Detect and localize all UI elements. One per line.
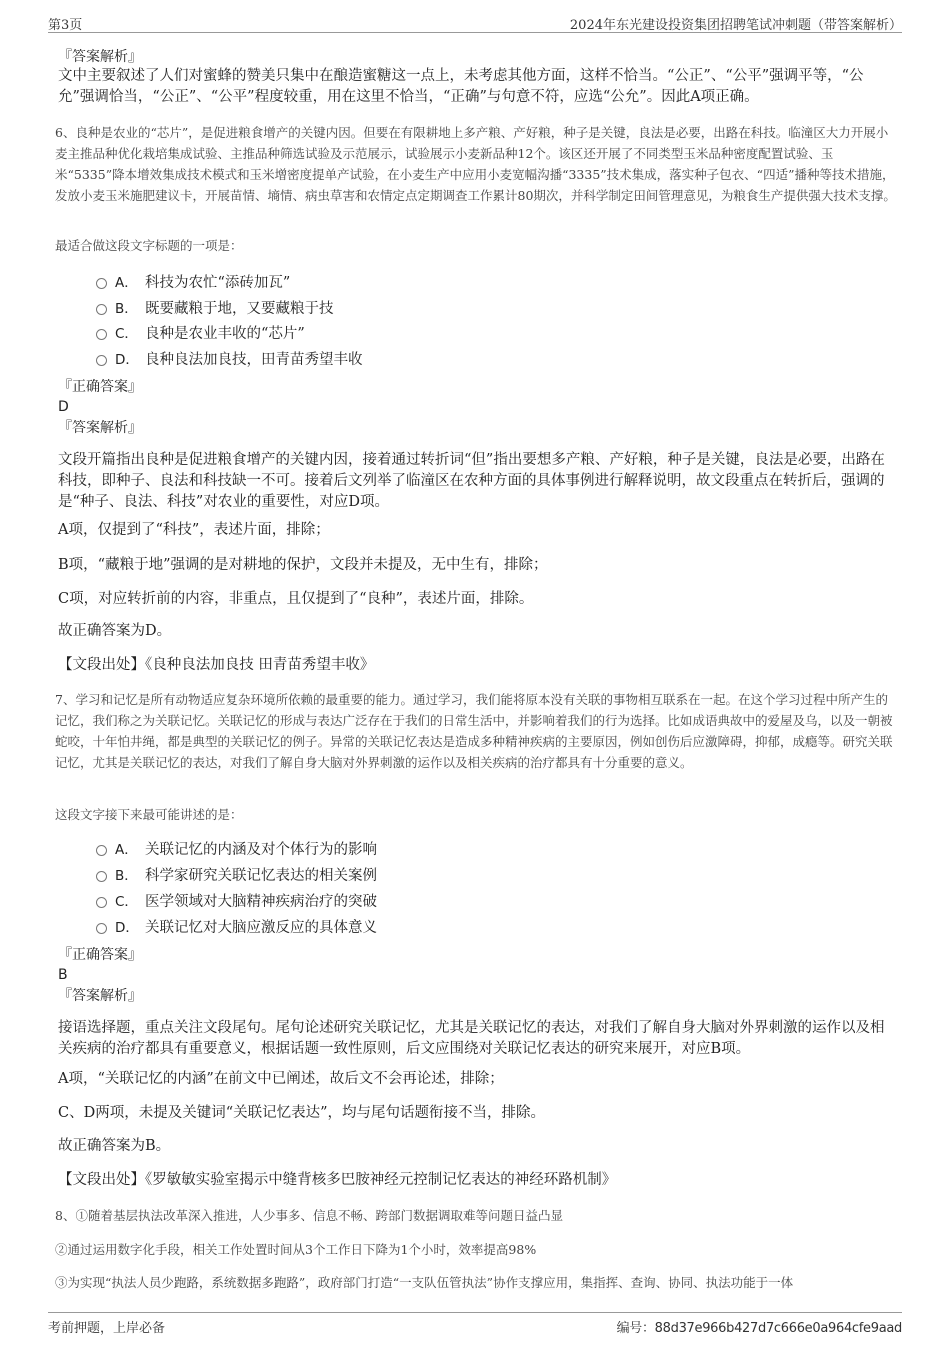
q6-answer: D (58, 399, 69, 415)
q7-source-label: 【文段出处】 (58, 1172, 145, 1188)
page-header (48, 12, 902, 33)
q7-analysis-cd: C、D两项，未提及关键词“关联记忆表达”，均与尾句话题衔接不当，排除。 (58, 1105, 546, 1121)
q8-line-2: ②通过运用数字化手段，相关工作处置时间从3个工作日下降为1个小时，效率提高98% (55, 1242, 537, 1257)
radio-icon[interactable] (96, 355, 107, 366)
q6-answer-label: 『正确答案』 (58, 379, 142, 395)
prev-analysis-label: 『答案解析』 (58, 49, 142, 65)
radio-icon[interactable] (96, 329, 107, 340)
q6-source-title: 《良种良法加良技 田青苗秀望丰收》 (145, 657, 375, 673)
q7-option-d[interactable]: D． 关联记忆对大脑应激反应的具体意义 (96, 918, 377, 938)
document-title: 2024年东光建设投资集团招聘笔试冲刺题（带答案解析） (569, 18, 902, 33)
q7-analysis-main: 接语选择题，重点关注文段尾句。尾句论述研究关联记忆，尤其是关联记忆的表达，对我们了解自身大脑对外界刺激的运作以及相关疾病的治疗都具有重要意义，根据话题一致性原则，后文应围绕对关联记忆表达的研究来展开，对应B项。 (58, 1020, 885, 1057)
q8-line-3: ③为实现“执法人员少跑路，系统数据多跑路”，政府部门打造“一支队伍管执法”协作支撑应用，集指挥、查询、协同、执法功能于一体 (55, 1275, 794, 1290)
q7-option-c[interactable]: C． 医学领域对大脑精神疾病治疗的突破 (96, 892, 377, 912)
q6-question: 最适合做这段文字标题的一项是： (55, 238, 243, 253)
prev-analysis-text: 文中主要叙述了人们对蜜蜂的赞美只集中在酿造蜜糖这一点上，未考虑其他方面，这样不恰当。“公正”、“公平”强调平等，“公允”强调恰当，“公正”、“公平”程度较重，用在这里不恰当，“正确”与句意不符，应选“公允”。因此A项正确。 (58, 68, 864, 105)
q6-analysis-label: 『答案解析』 (58, 420, 142, 436)
q6-source (58, 655, 898, 675)
radio-icon[interactable] (96, 923, 107, 934)
q7-analysis-a: A项，“关联记忆的内涵”在前文中已阐述，故后文不会再论述，排除； (58, 1071, 504, 1087)
q7-stem: 7、学习和记忆是所有动物适应复杂环境所依赖的最重要的能力。通过学习，我们能将原本没有关联的事物相互联系在一起。在这个学习过程中所产生的记忆，我们称之为关联记忆。关联记忆的形成与表达广泛存在于我们的日常生活中，并影响着我们的行为选择。比如成语典故中的爱屋及乌，以及一朝被蛇咬，十年怕井绳，都是典型的关联记忆的例子。异常的关联记忆表达是造成多种精神疾病的主要原因，例如创伤后应激障碍，抑郁，成瘾等。研究关联记忆，尤其是关联记忆的表达，对我们了解自身大脑对外界刺激的运作以及相关疾病的治疗都具有十分重要的意义。 (55, 692, 893, 770)
q7-answer-label: 『正确答案』 (58, 947, 142, 963)
q6-option-a[interactable]: A． 科技为农忙“添砖加瓦” (96, 273, 290, 293)
q6-analysis-main: 文段开篇指出良种是促进粮食增产的关键内因，接着通过转折词“但”指出要想多产粮、产好粮，种子是关键，良法是必要，出路在科技，即种子、良法和科技缺一不可。接着后文列举了临潼区在农种方面的具体事例进行解释说明，故文段重点在转折后，强调的是“种子、良法、科技”对农业的重要性，对应D项。 (58, 452, 885, 510)
page-number: 第3页 (48, 18, 83, 33)
q6-analysis-conclusion: 故正确答案为D。 (58, 623, 172, 639)
q6-option-c[interactable]: C． 良种是农业丰收的“芯片” (96, 324, 305, 344)
q6-analysis-b: B项，“藏粮于地”强调的是对耕地的保护，文段并未提及，无中生有，排除； (58, 557, 548, 573)
radio-icon[interactable] (96, 278, 107, 289)
q7-analysis-conclusion: 故正确答案为B。 (58, 1138, 171, 1154)
q6-analysis-a: A项，仅提到了“科技”，表述片面，排除； (58, 522, 330, 538)
q8-line-1: 8、①随着基层执法改革深入推进，人少事多、信息不畅、跨部门数据调取难等问题日益凸显 (55, 1208, 563, 1223)
document-code: 编号：88d37e966b427d7c666e0a964cfe9aad (616, 1321, 902, 1336)
q7-answer: B (58, 967, 68, 983)
radio-icon[interactable] (96, 871, 107, 882)
q7-analysis-label: 『答案解析』 (58, 988, 142, 1004)
q6-option-b[interactable]: B． 既要藏粮于地，又要藏粮于技 (96, 299, 334, 319)
q7-source-title: 《罗敏敏实验室揭示中缝背核多巴胺神经元控制记忆表达的神经环路机制》 (145, 1172, 617, 1188)
q6-analysis-c: C项，对应转折前的内容，非重点，且仅提到了“良种”，表述片面，排除。 (58, 591, 534, 607)
radio-icon[interactable] (96, 304, 107, 315)
q7-option-b[interactable]: B． 科学家研究关联记忆表达的相关案例 (96, 866, 377, 886)
radio-icon[interactable] (96, 897, 107, 908)
q6-option-d[interactable]: D． 良种良法加良技，田青苗秀望丰收 (96, 350, 363, 370)
q7-option-a[interactable]: A． 关联记忆的内涵及对个体行为的影响 (96, 840, 377, 860)
footer-slogan: 考前押题，上岸必备 (48, 1321, 166, 1336)
page-footer (48, 1312, 902, 1335)
radio-icon[interactable] (96, 845, 107, 856)
q7-source (58, 1170, 898, 1190)
q6-stem: 6、良种是农业的“芯片”，是促进粮食增产的关键内因。但要在有限耕地上多产粮、产好粮，种子是关键，良法是必要，出路在科技。临潼区大力开展小麦主推品种优化栽培集成试验、主推品种筛选试验及示范展示，试验展示小麦新品种12个。该区还开展了不同类型玉米品种密度配置试验、玉米“5335”降本增效集成技术模式和玉米增密度提单产试验，在小麦生产中应用小麦宽幅沟播“3335”技术集成，落实种子包衣、“四适”播种等技术措施，发放小麦玉米施肥建议卡，开展苗情、墒情、病虫草害和农情定点定期调查工作累计80期次，并科学制定田间管理意见，为粮食生产提供强大技术支撑。 (55, 125, 896, 203)
q7-question: 这段文字接下来最可能讲述的是： (55, 807, 243, 822)
q6-source-label: 【文段出处】 (58, 657, 145, 673)
